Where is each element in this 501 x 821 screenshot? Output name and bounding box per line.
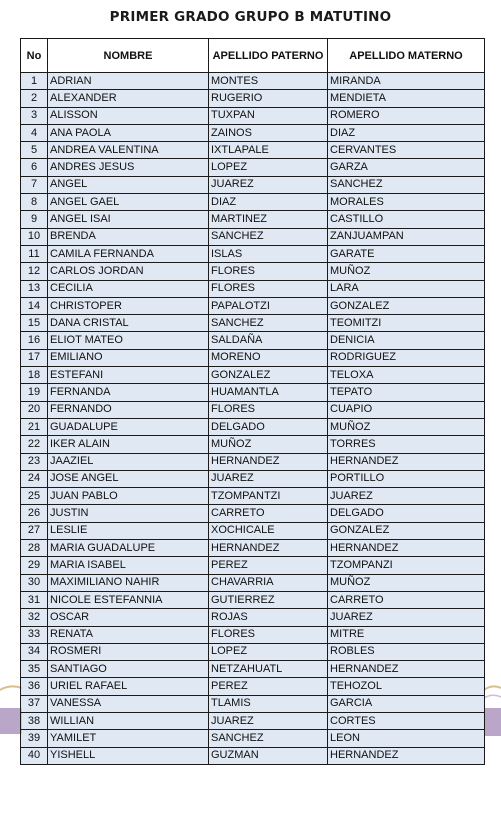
cell-no: 2 [21, 90, 48, 107]
table-row [21, 245, 485, 262]
cell-nombre: JUSTIN [48, 505, 209, 522]
cell-no: 3 [21, 107, 48, 124]
table-row [21, 142, 485, 159]
cell-nombre: EMILIANO [48, 349, 209, 366]
cell-apellido-materno: MUÑOZ [328, 574, 485, 591]
cell-apellido-paterno: TZOMPANTZI [209, 488, 328, 505]
table-row [21, 211, 485, 228]
cell-nombre: RENATA [48, 626, 209, 643]
cell-apellido-paterno: ISLAS [209, 245, 328, 262]
table-row [21, 643, 485, 660]
cell-apellido-materno: JUAREZ [328, 609, 485, 626]
cell-nombre: ANA PAOLA [48, 124, 209, 141]
cell-nombre: MARIA GUADALUPE [48, 540, 209, 557]
cell-no: 8 [21, 194, 48, 211]
cell-no: 35 [21, 661, 48, 678]
cell-nombre: ESTEFANI [48, 367, 209, 384]
cell-nombre: ALISSON [48, 107, 209, 124]
table-row [21, 695, 485, 712]
cell-apellido-materno: MENDIETA [328, 90, 485, 107]
cell-apellido-paterno: NETZAHUATL [209, 661, 328, 678]
page-title: PRIMER GRADO GRUPO B MATUTINO [109, 9, 392, 25]
cell-nombre: CAMILA FERNANDA [48, 245, 209, 262]
purple-band-left [0, 708, 22, 734]
cell-nombre: CECILIA [48, 280, 209, 297]
table-row [21, 401, 485, 418]
cell-apellido-paterno: PAPALOTZI [209, 297, 328, 314]
table-row [21, 159, 485, 176]
cell-apellido-materno: DELGADO [328, 505, 485, 522]
cell-apellido-paterno: HERNANDEZ [209, 540, 328, 557]
table-row [21, 678, 485, 695]
cell-nombre: JOSE ANGEL [48, 470, 209, 487]
cell-apellido-materno: MUÑOZ [328, 263, 485, 280]
table-row [21, 747, 485, 764]
cell-nombre: IKER ALAIN [48, 436, 209, 453]
cell-nombre: ANGEL [48, 176, 209, 193]
table-row [21, 384, 485, 401]
cell-apellido-materno: TEPATO [328, 384, 485, 401]
cell-apellido-materno: HERNANDEZ [328, 540, 485, 557]
cell-apellido-materno: CARRETO [328, 591, 485, 608]
cell-no: 36 [21, 678, 48, 695]
cell-apellido-materno: TEOMITZI [328, 315, 485, 332]
cell-apellido-materno: TELOXA [328, 367, 485, 384]
cell-nombre: GUADALUPE [48, 418, 209, 435]
cell-apellido-materno: MITRE [328, 626, 485, 643]
cell-no: 11 [21, 245, 48, 262]
cell-apellido-materno: CUAPIO [328, 401, 485, 418]
table-row [21, 453, 485, 470]
cell-no: 22 [21, 436, 48, 453]
cell-apellido-paterno: SANCHEZ [209, 315, 328, 332]
cell-nombre: FERNANDA [48, 384, 209, 401]
cell-apellido-paterno: GUZMAN [209, 747, 328, 764]
cell-apellido-materno: ROMERO [328, 107, 485, 124]
cell-no: 31 [21, 591, 48, 608]
cell-apellido-materno: JUAREZ [328, 488, 485, 505]
cell-apellido-materno: HERNANDEZ [328, 747, 485, 764]
cell-apellido-materno: DENICIA [328, 332, 485, 349]
table-row [21, 90, 485, 107]
table-row [21, 315, 485, 332]
table-row [21, 470, 485, 487]
cell-nombre: WILLIAN [48, 712, 209, 729]
table-row [21, 609, 485, 626]
cell-no: 21 [21, 418, 48, 435]
cell-nombre: YISHELL [48, 747, 209, 764]
cell-apellido-materno: LEON [328, 730, 485, 747]
student-table [20, 38, 485, 765]
cell-apellido-materno: TZOMPANZI [328, 557, 485, 574]
cell-no: 33 [21, 626, 48, 643]
cell-no: 13 [21, 280, 48, 297]
cell-apellido-paterno: SANCHEZ [209, 228, 328, 245]
cell-apellido-paterno: FLORES [209, 401, 328, 418]
cell-nombre: URIEL RAFAEL [48, 678, 209, 695]
table-row [21, 349, 485, 366]
cell-apellido-materno: TEHOZOL [328, 678, 485, 695]
table-row [21, 280, 485, 297]
cell-apellido-materno: CORTES [328, 712, 485, 729]
cell-no: 14 [21, 297, 48, 314]
cell-apellido-paterno: PEREZ [209, 678, 328, 695]
cell-apellido-paterno: GUTIERREZ [209, 591, 328, 608]
cell-apellido-materno: HERNANDEZ [328, 661, 485, 678]
cell-no: 17 [21, 349, 48, 366]
cell-apellido-materno: HERNANDEZ [328, 453, 485, 470]
table-row [21, 263, 485, 280]
cell-nombre: FERNANDO [48, 401, 209, 418]
cell-apellido-paterno: JUAREZ [209, 470, 328, 487]
curve-decoration-right [484, 686, 501, 690]
cell-apellido-paterno: IXTLAPALE [209, 142, 328, 159]
cell-apellido-materno: MUÑOZ [328, 418, 485, 435]
cell-no: 40 [21, 747, 48, 764]
cell-apellido-paterno: JUAREZ [209, 176, 328, 193]
cell-apellido-paterno: JUAREZ [209, 712, 328, 729]
cell-nombre: NICOLE ESTEFANNIA [48, 591, 209, 608]
cell-no: 27 [21, 522, 48, 539]
cell-no: 24 [21, 470, 48, 487]
cell-nombre: ANGEL ISAI [48, 211, 209, 228]
table-row [21, 730, 485, 747]
cell-no: 6 [21, 159, 48, 176]
table-row [21, 488, 485, 505]
cell-apellido-materno: CASTILLO [328, 211, 485, 228]
cell-no: 34 [21, 643, 48, 660]
cell-apellido-materno: DIAZ [328, 124, 485, 141]
cell-nombre: CHRISTOPER [48, 297, 209, 314]
cell-apellido-materno: MORALES [328, 194, 485, 211]
cell-no: 23 [21, 453, 48, 470]
cell-apellido-materno: GARATE [328, 245, 485, 262]
table-row [21, 176, 485, 193]
cell-nombre: ROSMERI [48, 643, 209, 660]
cell-apellido-paterno: TUXPAN [209, 107, 328, 124]
header-no: No [21, 39, 48, 73]
cell-apellido-materno: LARA [328, 280, 485, 297]
cell-nombre: DANA CRISTAL [48, 315, 209, 332]
cell-apellido-paterno: DIAZ [209, 194, 328, 211]
table-row [21, 574, 485, 591]
cell-apellido-materno: SANCHEZ [328, 176, 485, 193]
table-row [21, 107, 485, 124]
cell-nombre: LESLIE [48, 522, 209, 539]
cell-apellido-paterno: HUAMANTLA [209, 384, 328, 401]
cell-apellido-paterno: MUÑOZ [209, 436, 328, 453]
table-row [21, 591, 485, 608]
table-row [21, 436, 485, 453]
cell-nombre: MAXIMILIANO NAHIR [48, 574, 209, 591]
cell-apellido-paterno: ZAINOS [209, 124, 328, 141]
table-row [21, 297, 485, 314]
table-row [21, 367, 485, 384]
cell-apellido-paterno: TLAMIS [209, 695, 328, 712]
cell-no: 12 [21, 263, 48, 280]
cell-no: 5 [21, 142, 48, 159]
cell-no: 10 [21, 228, 48, 245]
cell-apellido-paterno: SANCHEZ [209, 730, 328, 747]
table-row [21, 228, 485, 245]
cell-nombre: JUAN PABLO [48, 488, 209, 505]
cell-no: 29 [21, 557, 48, 574]
cell-apellido-materno: RODRIGUEZ [328, 349, 485, 366]
table-row [21, 557, 485, 574]
cell-apellido-paterno: MONTES [209, 73, 328, 90]
table-row [21, 332, 485, 349]
table-row [21, 73, 485, 90]
cell-apellido-paterno: DELGADO [209, 418, 328, 435]
cell-no: 30 [21, 574, 48, 591]
cell-apellido-paterno: FLORES [209, 280, 328, 297]
cell-apellido-paterno: FLORES [209, 263, 328, 280]
cell-apellido-paterno: CARRETO [209, 505, 328, 522]
cell-nombre: ANGEL GAEL [48, 194, 209, 211]
cell-no: 37 [21, 695, 48, 712]
cell-no: 20 [21, 401, 48, 418]
cell-nombre: MARIA ISABEL [48, 557, 209, 574]
cell-apellido-paterno: MORENO [209, 349, 328, 366]
cell-apellido-paterno: MARTINEZ [209, 211, 328, 228]
cell-nombre: ADRIAN [48, 73, 209, 90]
cell-no: 4 [21, 124, 48, 141]
cell-nombre: BRENDA [48, 228, 209, 245]
table-body [21, 73, 485, 765]
cell-no: 38 [21, 712, 48, 729]
cell-nombre: SANTIAGO [48, 661, 209, 678]
table-row [21, 505, 485, 522]
cell-apellido-materno: TORRES [328, 436, 485, 453]
cell-no: 39 [21, 730, 48, 747]
cell-apellido-materno: ZANJUAMPAN [328, 228, 485, 245]
cell-no: 32 [21, 609, 48, 626]
cell-apellido-materno: GARZA [328, 159, 485, 176]
cell-apellido-paterno: ROJAS [209, 609, 328, 626]
cell-no: 1 [21, 73, 48, 90]
header-apellido-materno: APELLIDO MATERNO [328, 39, 485, 73]
cell-nombre: VANESSA [48, 695, 209, 712]
table-row [21, 712, 485, 729]
cell-apellido-paterno: FLORES [209, 626, 328, 643]
cell-apellido-paterno: SALDAÑA [209, 332, 328, 349]
cell-no: 15 [21, 315, 48, 332]
cell-nombre: ANDRES JESUS [48, 159, 209, 176]
cell-apellido-materno: GARCIA [328, 695, 485, 712]
table-row [21, 626, 485, 643]
curve-decoration-left [0, 686, 22, 690]
cell-apellido-materno: MIRANDA [328, 73, 485, 90]
cell-no: 19 [21, 384, 48, 401]
cell-no: 16 [21, 332, 48, 349]
table-row [21, 540, 485, 557]
cell-no: 9 [21, 211, 48, 228]
cell-nombre: ELIOT MATEO [48, 332, 209, 349]
cell-apellido-materno: GONZALEZ [328, 522, 485, 539]
table-row [21, 661, 485, 678]
cell-apellido-paterno: XOCHICALE [209, 522, 328, 539]
table-row [21, 418, 485, 435]
cell-no: 25 [21, 488, 48, 505]
table-row [21, 124, 485, 141]
header-nombre: NOMBRE [48, 39, 209, 73]
purple-band-right [484, 708, 501, 736]
cell-apellido-materno: CERVANTES [328, 142, 485, 159]
cell-apellido-materno: GONZALEZ [328, 297, 485, 314]
cell-nombre: YAMILET [48, 730, 209, 747]
cell-no: 28 [21, 540, 48, 557]
cell-no: 18 [21, 367, 48, 384]
cell-apellido-paterno: LOPEZ [209, 643, 328, 660]
curve-decoration-right-2 [484, 695, 501, 698]
cell-apellido-paterno: GONZALEZ [209, 367, 328, 384]
table-row [21, 522, 485, 539]
cell-nombre: CARLOS JORDAN [48, 263, 209, 280]
cell-apellido-paterno: HERNANDEZ [209, 453, 328, 470]
cell-nombre: ALEXANDER [48, 90, 209, 107]
cell-apellido-paterno: CHAVARRIA [209, 574, 328, 591]
cell-no: 26 [21, 505, 48, 522]
table-row [21, 194, 485, 211]
cell-nombre: ANDREA VALENTINA [48, 142, 209, 159]
table-header-row [21, 39, 485, 73]
cell-nombre: OSCAR [48, 609, 209, 626]
cell-nombre: JAAZIEL [48, 453, 209, 470]
cell-apellido-materno: ROBLES [328, 643, 485, 660]
cell-apellido-materno: PORTILLO [328, 470, 485, 487]
header-apellido-paterno: APELLIDO PATERNO [209, 39, 328, 73]
cell-apellido-paterno: RUGERIO [209, 90, 328, 107]
cell-apellido-paterno: PEREZ [209, 557, 328, 574]
cell-no: 7 [21, 176, 48, 193]
cell-apellido-paterno: LOPEZ [209, 159, 328, 176]
